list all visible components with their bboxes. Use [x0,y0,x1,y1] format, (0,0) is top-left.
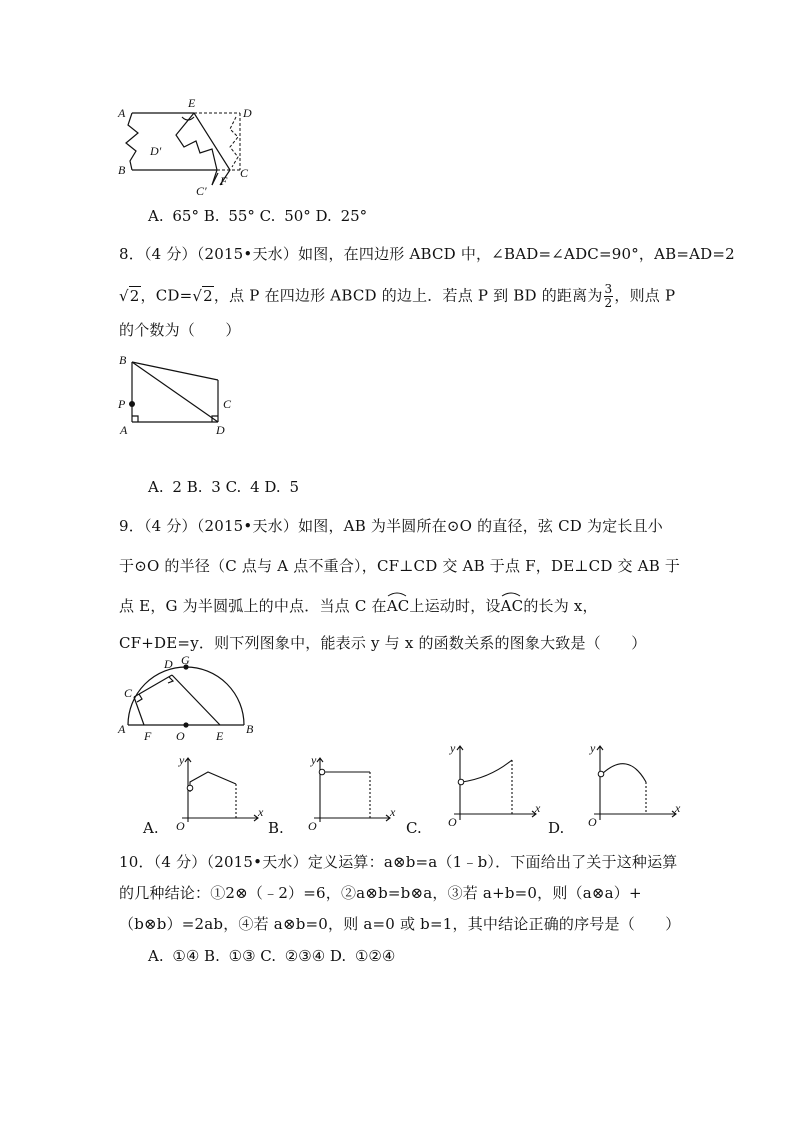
q8-option-c[interactable]: 3 C. [211,478,242,496]
q7-option-b[interactable]: 65° B. [172,207,220,225]
q8-label-a: A [120,423,128,437]
q7-label-a: A [118,106,126,120]
q8-label-c: C [223,397,232,411]
q9-graph-d-o: O [588,815,597,829]
q7-option-d[interactable]: 50° D. [284,207,332,225]
q9-graph-a-y: y [179,753,185,767]
q9-graph-a[interactable] [168,752,268,832]
q7-option-d-value[interactable]: 25° [340,207,368,225]
q9-arc-ac-1: AC [387,596,410,616]
q8-label-d: D [216,423,225,437]
q9-label-g: G [181,655,190,667]
q10-option-d[interactable]: ②③④ D. [284,947,347,965]
q8-fraction: $\frac{3}{2}$ [604,282,613,310]
q7-label-d-prime: D′ [150,144,162,158]
q9-choice-a[interactable]: A. [143,819,159,837]
q9-graph-c-y: y [450,741,456,755]
q10-option-b[interactable]: ①④ B. [172,947,220,965]
q9-graph-c-x: x [535,801,541,815]
q8-line-1: 8．（4 分）（2015•天水）如图，在四边形 ABCD 中，∠BAD=∠ADC=90°，AB=AD=2 [119,245,735,263]
q9-graph-d-y: y [590,741,596,755]
q8-label-p: P [118,397,126,411]
q9-label-f: F [144,729,152,743]
q9-graph-b-x: x [390,805,396,819]
q9-line-1: 9．（4 分）（2015•天水）如图，AB 为半圆所在⊙O 的直径，弦 CD 为定长且小 [119,517,663,535]
q8-line-3: 的个数为（ ） [119,321,241,339]
q9-line-2: 于⊙O 的半径（C 点与 A 点不重合），CF⊥CD 交 AB 于点 F，DE⊥CD 交 AB 于 [119,557,681,575]
q7-label-b: B [118,163,126,177]
q10-options [148,946,399,966]
q9-arc-ac-2: AC [501,596,524,616]
q9-graph-d-x: x [675,801,681,815]
q9-label-e: E [216,729,224,743]
q8-label-b: B [119,353,127,367]
q10-line-1: 10．（4 分）（2015•天水）定义运算：a⊗b=a（1﹣b）．下面给出了关于这种运算 [119,853,678,871]
q9-label-o: O [176,729,185,743]
q8-option-a[interactable]: A. [148,478,164,496]
q8-sqrt-1: √2 [119,286,140,305]
q9-semicircle-figure [112,655,262,745]
q8-option-d-value[interactable]: 5 [289,478,299,496]
q9-graph-c-o: O [448,815,457,829]
q7-label-f: F [220,174,228,188]
q9-label-a: A [118,722,126,736]
q10-option-c[interactable]: ①③ C. [228,947,277,965]
q9-graph-a-x: x [258,805,264,819]
q9-graph-b-o: O [308,819,317,832]
q9-graph-c[interactable] [440,740,545,830]
q9-graph-a-o: O [176,819,185,832]
q7-options [148,206,371,226]
q9-graph-d[interactable] [580,740,685,830]
q9-choice-d[interactable]: D. [548,819,565,837]
q10-option-a[interactable]: A. [148,947,164,965]
q8-line-2: √2，CD=√2，点 P 在四边形 ABCD 的边上．若点 P 到 BD 的距离为 $\frac{3}{2}$ ，则点 P [119,282,676,310]
q9-label-c: C [124,686,133,700]
q7-label-e: E [188,96,196,110]
q8-sqrt-2: √2 [192,286,213,305]
q7-label-c-prime: C′ [196,184,207,198]
q7-label-c: C [240,166,249,180]
q9-graph-b-y: y [311,753,317,767]
q8-option-b[interactable]: 2 B. [172,478,203,496]
q10-option-d-value[interactable]: ①②④ [354,947,396,965]
q9-choice-c[interactable]: C. [406,819,422,837]
q9-label-d: D [164,657,173,671]
q9-choice-b[interactable]: B. [268,819,284,837]
q9-graph-b[interactable] [300,752,400,832]
q7-option-a[interactable]: A. [148,207,164,225]
q9-label-b: B [246,722,254,736]
q9-line-3: 点 E，G 为半圆弧上的中点．当点 C 在 AC上运动时，设 AC的长为 x， [119,596,598,616]
q9-line-4: CF+DE=y．则下列图象中，能表示 y 与 x 的函数关系的图象大致是（ ） [119,634,647,652]
q7-option-c[interactable]: 55° C. [228,207,276,225]
q8-options [148,477,303,497]
q10-line-2: 的几种结论：①2⊗（﹣2）=6，②a⊗b=b⊗a，③若 a+b=0，则（a⊗a）+ [119,884,642,902]
q8-option-d[interactable]: 4 D. [250,478,281,496]
q7-figure [112,95,262,200]
q10-line-3: （b⊗b）=2ab，④若 a⊗b=0，则 a=0 或 b=1，其中结论正确的序号是（ ） [119,915,681,933]
q8-figure [112,350,242,465]
q7-label-d: D [243,106,252,120]
